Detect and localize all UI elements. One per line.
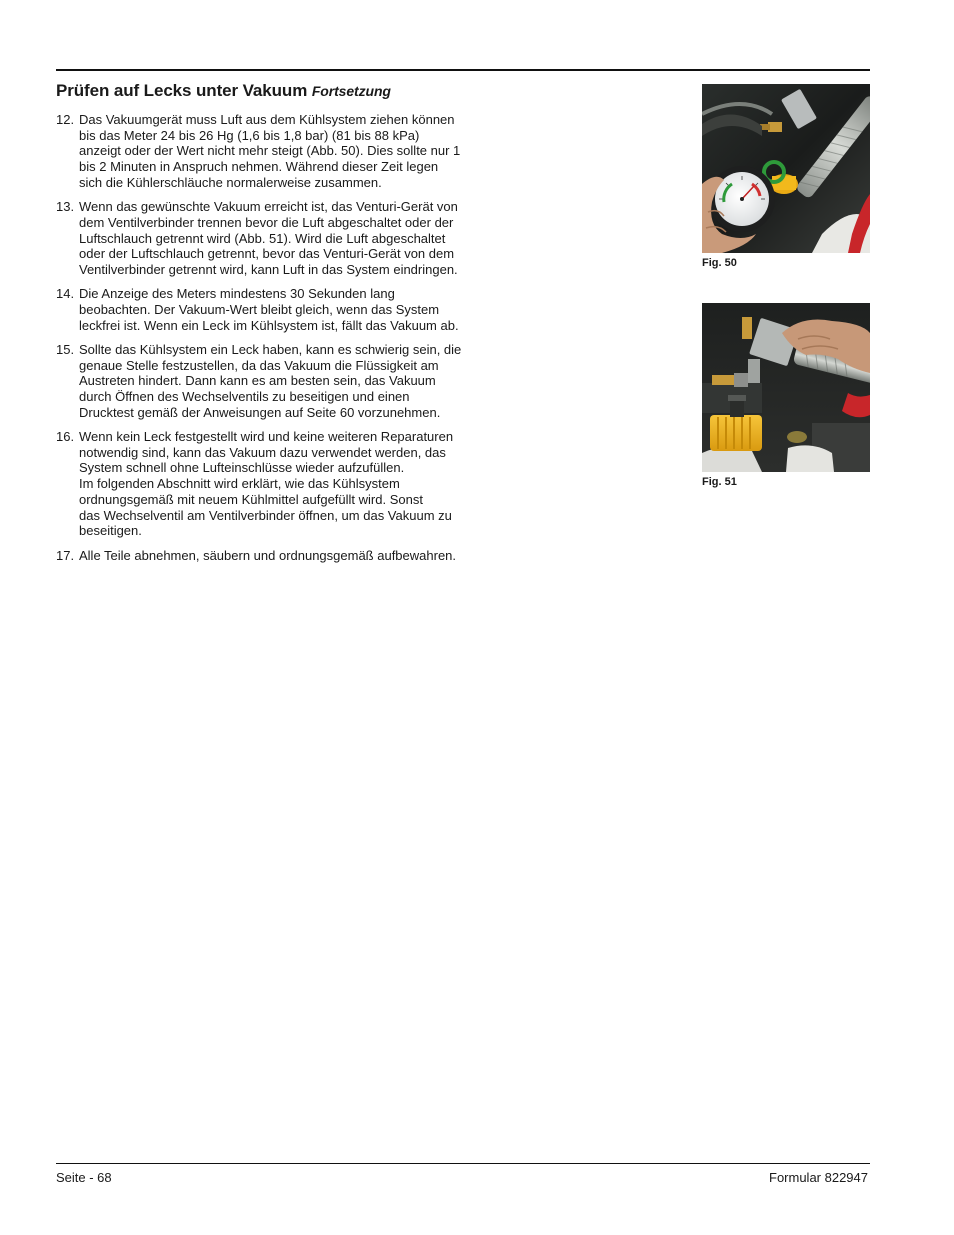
page-number: Seite - 68: [56, 1170, 112, 1185]
top-rule: [56, 69, 870, 71]
step-text: Alle Teile abnehmen, säubern und ordnungsgemäß aufbewahren.: [79, 547, 457, 563]
step-number: 14.: [56, 286, 75, 302]
step-number: 15.: [56, 341, 75, 357]
figure-51-photo: [702, 303, 870, 472]
step-number: 16.: [56, 429, 75, 445]
figure-50-photo: [702, 84, 870, 253]
heading-title: Prüfen auf Lecks unter Vakuum: [56, 81, 308, 100]
bottom-rule: [56, 1163, 870, 1164]
heading-subtitle: Fortsetzung: [311, 83, 391, 99]
step-item: [56, 548, 480, 564]
figure-50-caption: Fig. 50: [702, 257, 737, 269]
vacuum-gauge-photo-icon: [702, 84, 870, 253]
step-text: Wenn kein Leck festgestellt wird und keine weiteren Reparaturen notwendig sind, kann das Vakuum dazu verwendet werden, das System schnell ohne Lufteinschlüsse wieder aufzufüllen. Im folgenden Abschnitt wird erklärt, wie das Kühlsystem ordnungsgemäß mit neuem Kühlmittel aufgefüllt wird. Sonst das Wechselventil am Ventilverbinder öffnen, um das Vakuum zu beseitigen.: [79, 429, 454, 539]
step-item: [56, 112, 480, 191]
step-number: 12.: [56, 112, 75, 127]
step-item: [56, 286, 480, 333]
step-text: Das Vakuumgerät muss Luft aus dem Kühlsystem ziehen können bis das Meter 24 bis 26 Hg (1,6 bis 1,8 bar) (81 bis 88 kPa) anzeigt oder der Wert nicht mehr steigt (Abb. 50). Dies sollte nur 1 bis 2 Minuten in Anspruch nehmen. Während dieser Zeit legen sich die Kühlerschläuche normalerweise zusammen.: [79, 112, 461, 190]
step-number: 13.: [56, 199, 75, 215]
step-item: [56, 429, 480, 539]
step-item: [56, 199, 480, 278]
procedure-steps: [56, 112, 480, 572]
step-text: Die Anzeige des Meters mindestens 30 Sekunden lang beobachten. Der Vakuum-Wert bleibt gleich, wenn das System leckfrei ist. Wenn ein Leck im Kühlsystem ist, fällt das Vakuum ab.: [79, 286, 459, 333]
step-text: Wenn das gewünschte Vakuum erreicht ist, das Venturi-Gerät von dem Ventilverbinder trennen bevor die Luft abgeschaltet oder der Luftschlauch getrennt wird (Abb. 51). Wird die Luft abgeschaltet oder der Luftschlauch getrennt, bevor das Venturi-Gerät von dem Ventilverbinder getrennt wird, kann Luft in das System eindringen.: [79, 199, 458, 277]
step-text: Sollte das Kühlsystem ein Leck haben, kann es schwierig sein, die genaue Stelle festzustellen, da das Vakuum die Flüssigkeit am Austreten hindert. Dann kann es am besten sein, das Vakuum durch Öffnen des Wechselventils zu beseitigen und einen Drucktest gemäß der Anweisungen auf Seite 60 vorzunehmen.: [79, 341, 462, 420]
step-number: 17.: [56, 547, 75, 563]
figure-51-caption: Fig. 51: [702, 476, 737, 488]
step-item: [56, 342, 480, 421]
form-number: Formular 822947: [769, 1170, 868, 1185]
page-heading: [56, 80, 496, 102]
valve-connector-photo-icon: [702, 303, 870, 472]
